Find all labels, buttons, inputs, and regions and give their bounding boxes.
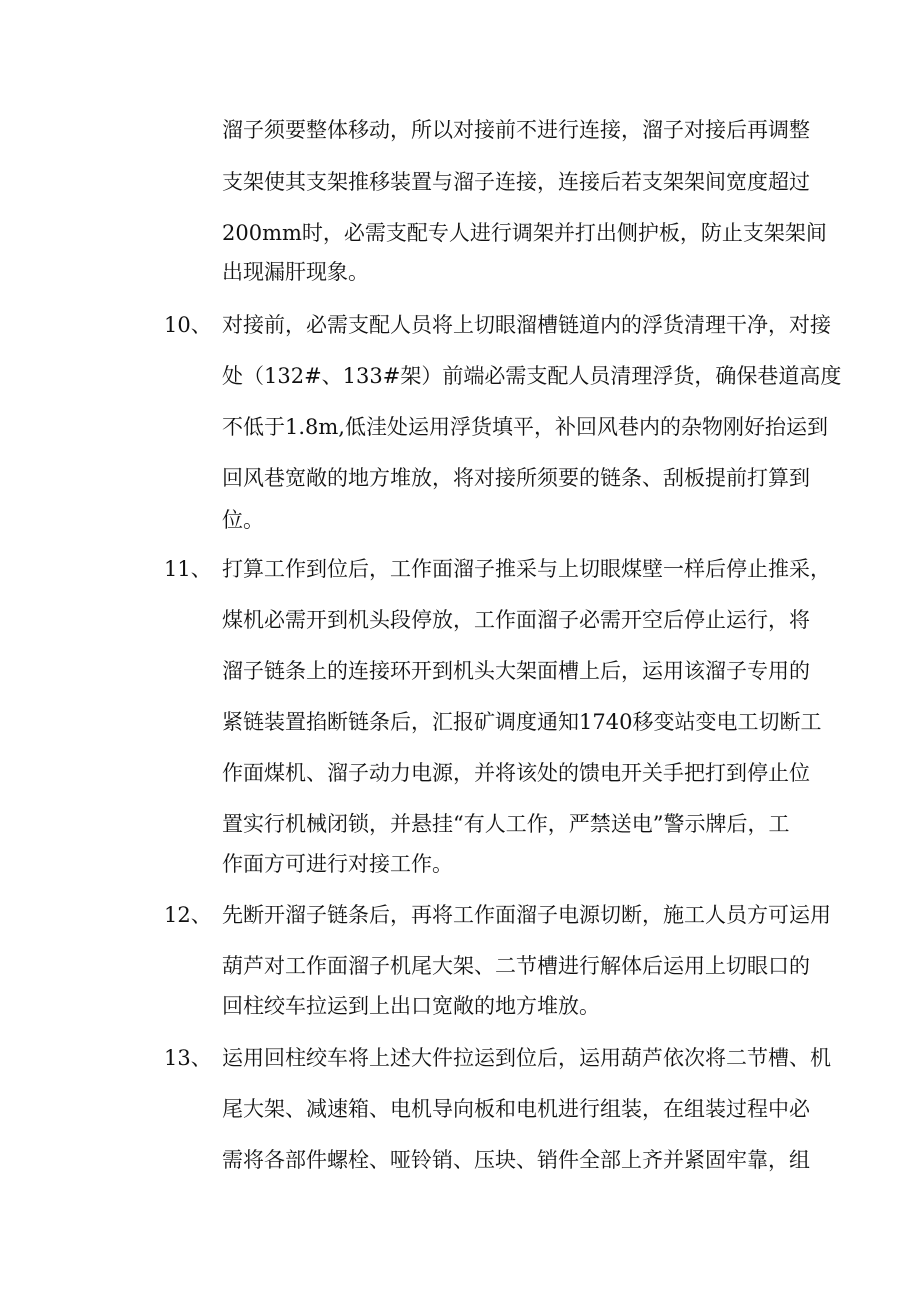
list-item-10-line (0, 458, 920, 498)
list-item-11-line (0, 753, 920, 793)
line-text: 溜子链条上的连接环开到机头大架面槽上后，运用该溜子专用的 (222, 659, 810, 683)
line-text: 置实行机械闭锁，并悬挂“有人工作，严禁送电”警示牌后，工 (222, 812, 790, 836)
list-item-11-line (0, 702, 920, 742)
paragraph-line (0, 162, 920, 202)
list-item-12-line (0, 895, 920, 935)
list-item-10-line (0, 305, 920, 345)
list-item-13-line (0, 1038, 920, 1078)
line-text: 对接前，必需支配人员将上切眼溜槽链道内的浮货清理干净，对接 (222, 313, 831, 337)
line-text: 处（132#、133#架）前端必需支配人员清理浮货，确保巷道高度 (222, 364, 842, 388)
line-text: 煤机必需开到机头段停放，工作面溜子必需开空后停止运行，将 (222, 608, 810, 632)
list-item-11-line (0, 804, 920, 844)
list-item-13-line (0, 1089, 920, 1129)
list-item-12-line (0, 986, 920, 1026)
line-text: 作面方可进行对接工作。 (222, 852, 453, 876)
paragraph-line (0, 110, 920, 150)
item-number: 11、 (164, 557, 212, 581)
list-item-11-line (0, 844, 920, 884)
line-text: 先断开溜子链条后，再将工作面溜子电源切断，施工人员方可运用 (222, 903, 831, 927)
list-item-11-line (0, 651, 920, 691)
line-text: 回柱绞车拉运到上出口宽敞的地方堆放。 (222, 994, 600, 1018)
list-item-11-line (0, 600, 920, 640)
line-text: 打算工作到位后，工作面溜子推采与上切眼煤壁一样后停止推采， (222, 557, 831, 581)
line-text: 需将各部件螺栓、哑铃销、压块、销件全部上齐并紧固牢靠，组 (222, 1148, 810, 1172)
line-text: 回风巷宽敞的地方堆放，将对接所须要的链条、刮板提前打算到 (222, 466, 810, 490)
list-item-13-line (0, 1140, 920, 1180)
list-item-12-line (0, 946, 920, 986)
list-item-11-line (0, 549, 920, 589)
list-item-10-line (0, 500, 920, 540)
line-text: 出现漏肝现象。 (222, 260, 369, 284)
line-text: 不低于1.8m,低洼处运用浮货填平，补回风巷内的杂物刚好抬运到 (222, 415, 828, 439)
line-text: 紧链装置掐断链条后，汇报矿调度通知1740移变站变电工切断工 (222, 710, 822, 734)
line-text: 溜子须要整体移动，所以对接前不进行连接，溜子对接后再调整 (222, 118, 810, 142)
line-text: 位。 (222, 508, 264, 532)
line-text: 尾大架、减速箱、电机导向板和电机进行组装，在组装过程中必 (222, 1097, 810, 1121)
line-text: 作面煤机、溜子动力电源，并将该处的馈电开关手把打到停止位 (222, 761, 810, 785)
paragraph-line (0, 213, 920, 253)
line-text: 支架使其支架推移装置与溜子连接，连接后若支架架间宽度超过 (222, 170, 810, 194)
item-number: 13、 (164, 1046, 212, 1070)
line-text: 运用回柱绞车将上述大件拉运到位后，运用葫芦依次将二节槽、机 (222, 1046, 831, 1070)
line-text: 葫芦对工作面溜子机尾大架、二节槽进行解体后运用上切眼口的 (222, 954, 810, 978)
line-text: 200mm时，必需支配专人进行调架并打出侧护板，防止支架架间 (222, 221, 827, 245)
item-number: 12、 (164, 903, 212, 927)
item-number: 10、 (164, 313, 212, 337)
paragraph-line (0, 252, 920, 292)
list-item-10-line (0, 407, 920, 447)
list-item-10-line (0, 356, 920, 396)
